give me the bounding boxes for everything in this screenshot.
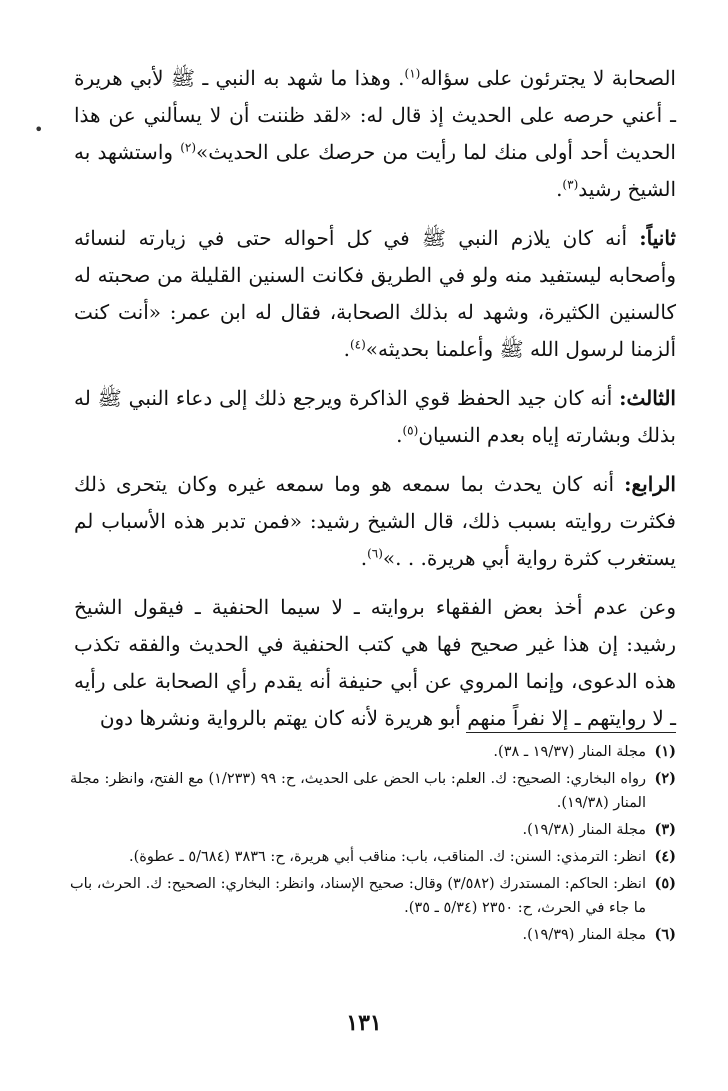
footnote-item xyxy=(70,872,676,920)
footnote-ref[interactable]: (٥) xyxy=(402,423,419,438)
page-number: ١٣١ xyxy=(346,1010,382,1036)
footnote-text: رواه البخاري: الصحيح: ك. العلم: باب الحض على الحديث، ح: ٩٩ (١/٢٣٣) مع الفتح، وانظر: مجلة المنار (١٩/٣٨). xyxy=(70,771,646,811)
paragraph-lead: الثالث: xyxy=(619,386,676,410)
footnote-number: (١) xyxy=(654,743,676,760)
paragraph-5 xyxy=(74,589,676,737)
footnote-text: مجلة المنار (١٩/٣٧ ـ ٣٨). xyxy=(493,744,646,760)
footnote-separator xyxy=(466,732,676,733)
paragraph-text: . xyxy=(343,337,350,361)
paragraph-text: وعن عدم أخذ بعض الفقهاء بروايته ـ لا سيما الحنفية ـ فيقول الشيخ رشيد: إن هذا غير صحيح فها هي كتب الحنفية في الحديث والفقه تكذب هذه الدعوى، وإنما المروي عن أبي حنيفة أنه يقدم رأي الصحابة على رأيه ـ لا روايتهم ـ إلا نفراً منهم أبو هريرة لأنه كان يهتم بالرواية ونشرها دون xyxy=(74,595,676,730)
paragraph-text: . xyxy=(556,177,563,201)
paragraph-1 xyxy=(74,60,676,208)
paragraph-text: . وهذا ما شهد به النبي ـ ﷺ لأبي هريرة ـ أعني حرصه على الحديث إذ قال له: «لقد ظننت أن لا يسألني عن هذا الحديث أحد أولى منك لما رأيت من حرصك على الحديث» xyxy=(74,66,676,164)
footnotes-list xyxy=(70,740,676,950)
footnote-item xyxy=(70,923,676,947)
paragraph-2 xyxy=(74,220,676,368)
footnote-ref[interactable]: (٤) xyxy=(349,337,366,352)
paragraph-text: الصحابة لا يجترئون على سؤاله xyxy=(420,66,676,90)
paragraph-3 xyxy=(74,380,676,454)
margin-dot: • xyxy=(34,120,44,139)
footnote-ref[interactable]: (٦) xyxy=(367,546,383,561)
paragraph-lead: الرابع: xyxy=(624,472,676,496)
footnote-text: مجلة المنار (١٩/٣٩). xyxy=(522,927,646,943)
footnote-number: (٢) xyxy=(654,770,676,787)
footnote-ref[interactable]: (٢) xyxy=(180,140,197,155)
footnote-item xyxy=(70,740,676,764)
paragraph-text: أنه كان يحدث بما سمعه هو وما سمعه غيره وكان يتحرى ذلك فكثرت روايته بسبب ذلك، قال الشيخ رشيد: «فمن تدبر هذه الأسباب لم يستغرب كثرة رواية أبي هريرة. . .» xyxy=(74,472,676,570)
footnote-text: انظر: الترمذي: السنن: ك. المناقب، باب: مناقب أبي هريرة، ح: ٣٨٣٦ (٥/٦٨٤ ـ عطوة). xyxy=(128,849,646,865)
footnote-number: (٣) xyxy=(654,821,676,838)
footnote-text: مجلة المنار (١٩/٣٨). xyxy=(522,822,646,838)
paragraph-text: واستشهد به الشيخ رشيد xyxy=(74,140,676,201)
footnote-ref[interactable]: (١) xyxy=(404,66,421,81)
paragraph-text: أنه كان يلازم النبي ﷺ في كل أحواله حتى في زيارته لنسائه وأصحابه ليستفيد منه ولو في الطريق فكانت السنين القليلة من صحبته له كالسنين الكثيرة، وشهد له بذلك الصحابة، فقال له ابن عمر: «أنت كنت ألزمنا لرسول الله ﷺ وأعلمنا بحديثه» xyxy=(74,226,676,361)
paragraph-text: . xyxy=(396,423,403,447)
footnote-number: (٦) xyxy=(654,926,676,943)
footnote-number: (٤) xyxy=(654,848,676,865)
footnote-ref[interactable]: (٣) xyxy=(562,177,579,192)
footnote-text: انظر: الحاكم: المستدرك (٣/٥٨٢) وقال: صحيح الإسناد، وانظر: البخاري: الصحيح: ك. الحرث، باب ما جاء في الحرث، ح: ٢٣٥٠ (٥/٣٤ ـ ٣٥). xyxy=(70,876,646,916)
paragraph-text: . xyxy=(360,546,368,570)
paragraph-lead: ثانياً: xyxy=(639,226,676,250)
paragraph-4 xyxy=(74,466,676,577)
paragraph-text: أنه كان جيد الحفظ قوي الذاكرة ويرجع ذلك إلى دعاء النبي ﷺ له بذلك وبشارته إياه بعدم النسيان xyxy=(74,386,676,447)
footnote-item xyxy=(70,767,676,815)
footnote-item xyxy=(70,818,676,842)
footnote-item xyxy=(70,845,676,869)
footnote-number: (٥) xyxy=(654,875,676,892)
